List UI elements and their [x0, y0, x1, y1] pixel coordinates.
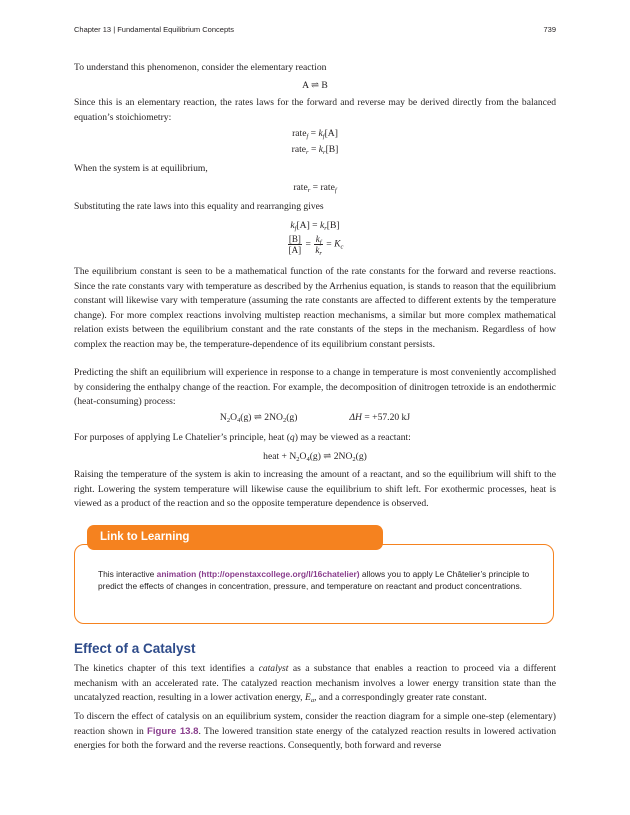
- equation-a-b: A ⇌ B: [302, 80, 328, 91]
- equation-dinitrogen-tetroxide: $N_2O_4(g)$ ⇌ $2NO_2(g) \Delta H = +57.20$ kJ: [219, 412, 411, 424]
- fraction-rate-constants: $\frac{k_f}{k_r}$: [315, 234, 322, 257]
- figure-link[interactable]: Figure 13.8: [147, 725, 199, 737]
- paragraph-rate-laws: Since this is an elementary reaction, the rates laws for the forward and reverse may be derived directly from the balanced equation’s stoichiometry:: [74, 97, 556, 123]
- animation-link[interactable]: animation (http://openstaxcollege.org/l/16chatelier): [156, 569, 360, 579]
- equation-rate-constants: $k_f[A] = k_r[B]$: [290, 220, 340, 232]
- equation-rate-equality: rate$_r$ = rate$_f$: [293, 182, 337, 194]
- paragraph-predicting-shift: Predicting the shift an equilibrium will experience in response to a change in temperature is most conveniently accomplished by considering the enthalpy change of the reaction. For example, the decomposition of dinitrogen tetroxide is an endothermic (heat-consuming) process:: [74, 367, 556, 408]
- fraction-concentrations: $\frac{[B]}{[A]}$: [288, 234, 302, 255]
- section-heading-catalyst: Effect of a Catalyst: [74, 641, 196, 656]
- paragraph-substituting: Substituting the rate laws into this equality and rearranging gives: [74, 201, 324, 212]
- paragraph-catalysis-effect: To discern the effect of catalysis on an equilibrium system, consider the reaction diagram for a simple one-step (elementary) reaction shown in Figure 13.8. The lowered transition state energy of the catalyzed reaction results in lowered activation energies for both the forward and the reverse reactions. Consequently, both forward and reverse: [74, 711, 557, 752]
- chapter-title: Chapter 13 | Fundamental Equilibrium Concepts: [74, 25, 234, 34]
- paragraph-catalyst: The kinetics chapter of this text identifies a catalyst as a substance that enables a reaction to proceed via a different mechanism with an accelerated rate. The catalyzed reaction mechanism involves a lower energy transition state than the uncatalyzed reaction, resulting in a lower activation energy, $E_a$, and a correspondingly greater rate constant.: [74, 663, 556, 705]
- equation-heat-reactant: heat + $N_2O_4(g)$ ⇌ $2NO_2(g)$: [263, 451, 367, 463]
- link-to-learning-title: Link to Learning: [87, 525, 383, 550]
- equation-kc: $\frac{[B]}{[A]}$ = $\frac{k_f}{k_r}$ = $K_c$: [288, 234, 344, 257]
- page-header: [74, 25, 556, 34]
- page-number: 739: [543, 25, 556, 34]
- equation-rate-reverse: rate$_r$ = $k_r[B]$: [291, 144, 339, 156]
- link-to-learning-text: This interactive animation (http://openstaxcollege.org/l/16chatelier) allows you to apply Le Châtelier’s principle to predict the effects of changes in concentration, pressure, and temperature on reactant and product concentrations.: [98, 569, 530, 592]
- paragraph-intro: To understand this phenomenon, consider the elementary reaction: [74, 62, 327, 73]
- paragraph-equilibrium: When the system is at equilibrium,: [74, 163, 208, 174]
- paragraph-heat-reactant: For purposes of applying Le Chatelier’s principle, heat (q) may be viewed as a reactant:: [74, 432, 411, 443]
- equation-rate-forward: rate$_f$ = $k_f[A]$: [292, 128, 338, 140]
- paragraph-raising-temperature: Raising the temperature of the system is akin to increasing the amount of a reactant, and so the equilibrium will shift to the right. Lowering the system temperature will likewise cause the equilibrium to shift left. For exothermic processes, heat is viewed as a product of the reaction and so the opposite temperature dependence is observed.: [74, 469, 556, 510]
- paragraph-equilibrium-constant: The equilibrium constant is seen to be a mathematical function of the rate constants for the forward and reverse reactions. Since the rate constants vary with temperature as described by the Arrhenius equation, is stands to reason that the equilibrium constant will likewise vary with temperature (assuming the rate constants are affected to different extents by the temperature change). For more complex reactions involving multistep reaction mechanisms, a similar but more complex mathematical relation exists between the equilibrium constant and the rate constants of the steps in the mechanism. Regardless of how complex the reaction may be, the temperature-dependence of its equilibrium constant persists.: [74, 266, 556, 350]
